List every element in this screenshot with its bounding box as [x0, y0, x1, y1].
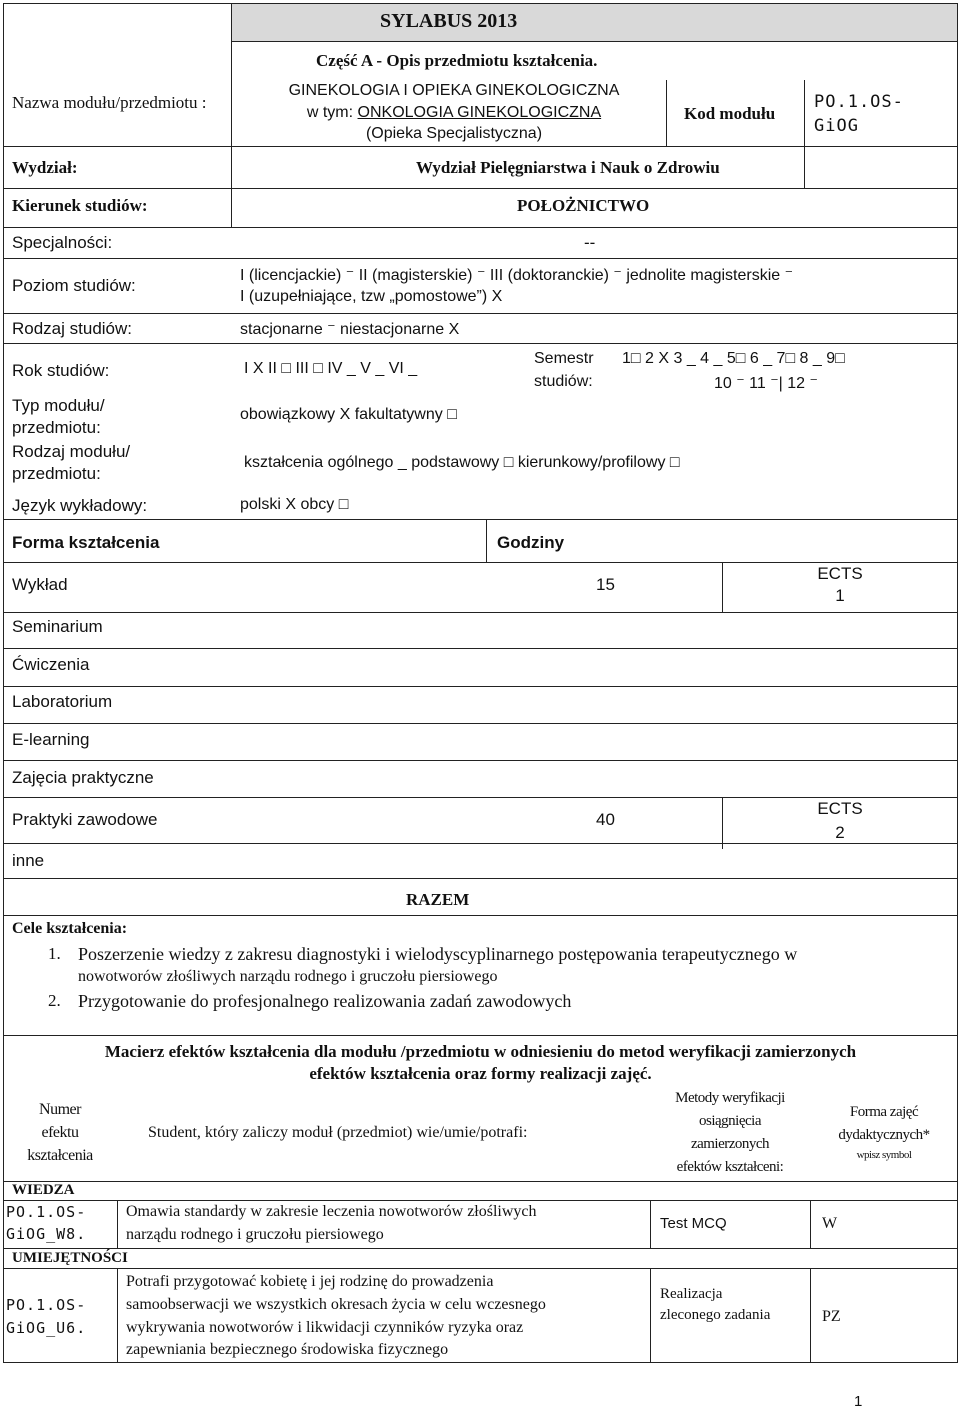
module-kind-label-1: Rodzaj modułu/: [12, 442, 131, 461]
direction-label: Kierunek studiów:: [12, 196, 148, 215]
total-label: RAZEM: [406, 890, 470, 909]
goal-text-line1: Poszerzenie wiedzy z zakresu diagnostyki i wielodyscyplinarnego postępowania terapeutycznego w: [78, 944, 798, 964]
hours-row-name: Zajęcia praktyczne: [12, 768, 154, 787]
hours-row-name: Laboratorium: [12, 692, 113, 711]
hours-row-name: Seminarium: [12, 617, 103, 636]
year-value: I X II □ III □ IV _ V _ VI _: [244, 360, 418, 377]
effect-description: narządu rodnego i gruczołu piersiowego: [126, 1226, 384, 1243]
study-type-value: stacjonarne ⁻ niestacjonarne X: [240, 321, 460, 338]
effect-description: Omawia standardy w zakresie leczenia nowotworów złośliwych: [126, 1203, 537, 1220]
section-skills: UMIEJĘTNOŚCI: [12, 1250, 128, 1266]
module-type-label-1: Typ modułu/: [12, 396, 105, 415]
effect-code: GiOG_U6.: [6, 1319, 87, 1337]
part-a-heading: Część A - Opis przedmiotu kształcenia.: [316, 51, 598, 70]
module-code-value-2: GiOG: [814, 116, 859, 136]
hours-row-name: Praktyki zawodowe: [12, 810, 158, 829]
goal-text: Przygotowanie do profesjonalnego realizowania zadań zawodowych: [78, 991, 572, 1011]
hours-row-name: E-learning: [12, 730, 90, 749]
module-type-value: obowiązkowy X fakultatywny □: [240, 406, 457, 423]
goals-label: Cele kształcenia:: [12, 920, 128, 937]
semester-label-1: Semestr: [534, 350, 594, 367]
col-header-methods: efektów kształceni:: [676, 1159, 784, 1175]
specialties-label: Specjalności:: [12, 233, 113, 252]
module-kind-value: kształcenia ogólnego _ podstawowy □ kierunkowy/profilowy □: [244, 454, 680, 471]
hours-row-name: Ćwiczenia: [12, 655, 90, 674]
language-label: Język wykładowy:: [12, 496, 148, 515]
language-value: polski X obcy □: [240, 496, 349, 513]
effect-code: PO.1.OS-: [6, 1203, 87, 1221]
form-header: Forma kształcenia: [12, 533, 160, 552]
faculty-label: Wydział:: [12, 158, 78, 177]
hours-row-value: 15: [596, 575, 615, 594]
module-name-underlined: ONKOLOGIA GINEKOLOGICZNA: [357, 104, 602, 121]
matrix-title-line1: Macierz efektów kształcenia dla modułu /przedmiotu w odniesieniu do metod weryfikacji zamierzonych: [104, 1042, 857, 1061]
col-header-number: kształcenia: [27, 1147, 93, 1164]
module-code-value-1: PO.1.OS-: [814, 92, 904, 112]
matrix-title-line2: efektów kształcenia oraz formy realizacji zajęć.: [309, 1064, 652, 1083]
level-label: Poziom studiów:: [12, 276, 136, 295]
effect-description: wykrywania nowotworów i likwidacji czynników ryzyka oraz: [126, 1319, 524, 1336]
goal-number: 1.: [48, 944, 61, 963]
col-header-form-hint: wpisz symbol: [856, 1149, 912, 1161]
semester-label-2: studiów:: [534, 373, 593, 390]
col-header-form: Forma zajęć: [849, 1104, 919, 1120]
ects-label: ECTS: [817, 799, 863, 818]
verification-method: Realizacja: [660, 1286, 723, 1302]
level-options-line2: I (uzupełniające, tzw „pomostowe”) X: [240, 288, 503, 305]
ects-value: 2: [835, 823, 845, 842]
header-cell-bg: [231, 3, 958, 41]
module-kind-label-2: przedmiotu:: [12, 464, 101, 483]
col-header-methods: osiągnięcia: [699, 1113, 761, 1129]
faculty-value: Wydział Pielęgniarstwa i Nauk o Zdrowiu: [416, 158, 720, 177]
direction-value: POŁOŻNICTWO: [517, 196, 650, 215]
study-type-label: Rodzaj studiów:: [12, 319, 133, 338]
syllabus-title: SYLABUS 2013: [380, 10, 518, 32]
effect-description: Potrafi przygotować kobietę i jej rodzinę do prowadzenia: [126, 1273, 494, 1290]
effect-code: GiOG_W8.: [6, 1225, 87, 1243]
col-header-number: Numer: [39, 1101, 81, 1118]
effect-description: zapewniania bezpiecznego środowiska fizycznego: [126, 1341, 449, 1358]
verification-method: zleconego zadania: [660, 1307, 771, 1323]
ects-value: 1: [835, 586, 845, 605]
hours-row-value: 40: [596, 810, 615, 829]
specialties-value: --: [584, 233, 596, 252]
col-header-student: Student, który zaliczy moduł (przedmiot) wie/umie/potrafi:: [148, 1124, 528, 1141]
year-label: Rok studiów:: [12, 361, 110, 380]
page-number: 1: [854, 1393, 863, 1410]
module-type-label-2: przedmiotu:: [12, 418, 101, 437]
module-code-label: Kod modułu: [684, 104, 776, 123]
module-name-line3: (Opieka Specjalistyczna): [365, 125, 543, 142]
module-name-line1: GINEKOLOGIA I OPIEKA GINEKOLOGICZNA: [288, 82, 620, 99]
module-name-line2: [240, 104, 668, 122]
ects-label: ECTS: [817, 564, 863, 583]
class-form: PZ: [822, 1308, 841, 1325]
section-knowledge: WIEDZA: [12, 1182, 75, 1198]
col-header-form: dydaktycznych*: [838, 1127, 930, 1143]
module-name-prefix: w tym:: [306, 104, 358, 121]
module-name-label: Nazwa modułu/przedmiotu :: [12, 93, 207, 112]
semester-line1: 1□ 2 X 3 _ 4 _ 5□ 6 _ 7□ 8 _ 9□: [622, 350, 845, 367]
col-header-methods: Metody weryfikacji: [675, 1090, 785, 1106]
hours-header: Godziny: [497, 533, 565, 552]
verification-method: Test MCQ: [660, 1215, 727, 1232]
class-form: W: [822, 1215, 838, 1232]
hours-row-name: inne: [12, 851, 45, 870]
goal-text-line2: nowotworów złośliwych narządu rodnego i gruczołu piersiowego: [78, 968, 498, 985]
semester-line2: 10 ⁻ 11 ⁻| 12 ⁻: [714, 375, 818, 392]
goal-number: 2.: [48, 991, 61, 1010]
effect-code: PO.1.OS-: [6, 1296, 87, 1314]
col-header-methods: zamierzonych: [690, 1136, 770, 1152]
effect-description: samoobserwacji we wszystkich okresach życia w celu wczesnego: [126, 1296, 546, 1313]
hours-row-name: Wykład: [12, 575, 68, 594]
level-options-line1: I (licencjackie) ⁻ II (magisterskie) ⁻ III (doktoranckie) ⁻ jednolite magisterskie ⁻: [240, 267, 794, 284]
col-header-number: efektu: [41, 1124, 79, 1141]
